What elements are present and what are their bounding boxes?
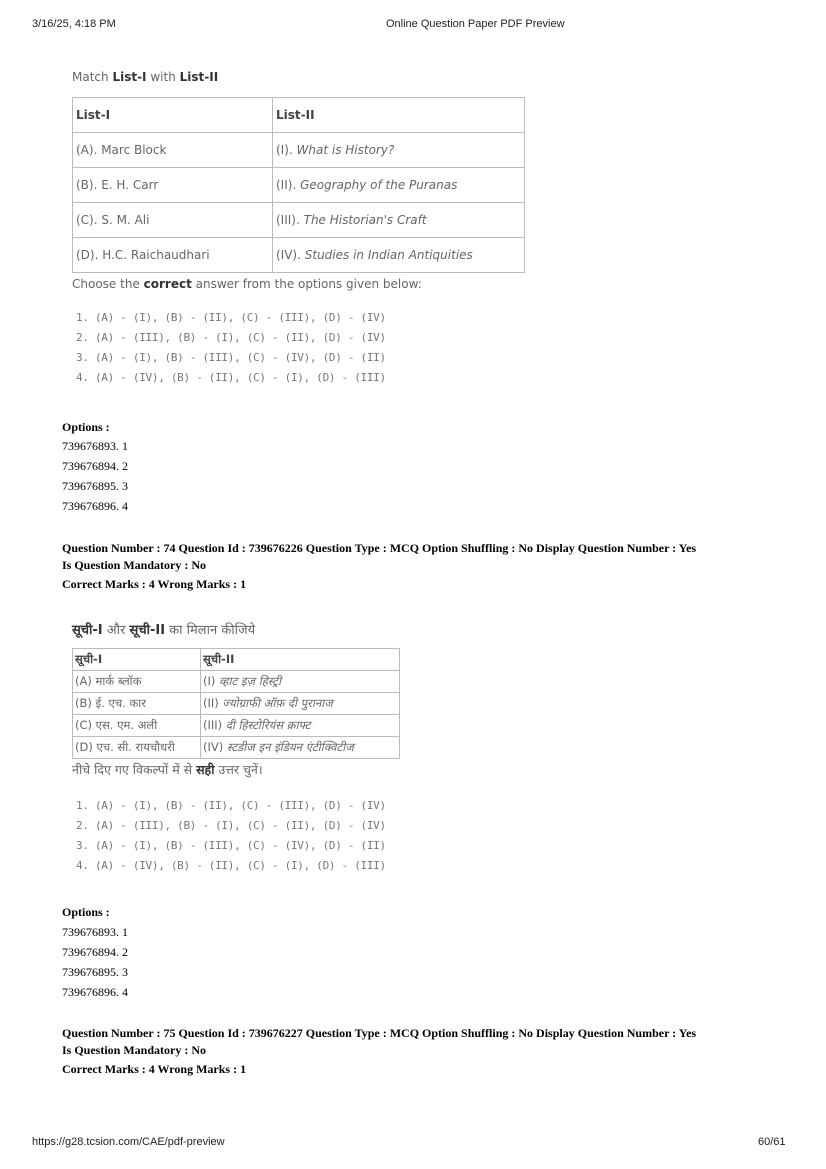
table-header-row: List-I List-II bbox=[73, 98, 525, 133]
options-label: Options : bbox=[62, 905, 110, 919]
question-image-q73 bbox=[72, 70, 525, 388]
table-row: (C). S. M. Ali (III). The Historian's Craft bbox=[73, 203, 525, 238]
table-row: (A). Marc Block (I). What is History? bbox=[73, 133, 525, 168]
question-prompt: Match List-I with List-II bbox=[72, 70, 219, 84]
option-item: 739676896. 4 bbox=[62, 985, 128, 999]
table-row: (D) एच. सी. रायचौधरी (IV) स्टडीज इन इंडियन एंटीक्विटीज bbox=[73, 737, 400, 759]
table-row: (B). E. H. Carr (II). Geography of the Puranas bbox=[73, 168, 525, 203]
answer-choice: 1. (A) - (I), (B) - (II), (C) - (III), (D) - (IV) bbox=[76, 311, 386, 324]
question-prompt: सूची-I और सूची-II का मिलान कीजिये bbox=[72, 623, 256, 638]
match-table bbox=[72, 648, 400, 759]
answer-choice: 2. (A) - (III), (B) - (I), (C) - (II), (D) - (IV) bbox=[76, 331, 386, 344]
footer-url[interactable]: https://g28.tcsion.com/CAE/pdf-preview bbox=[32, 1136, 225, 1148]
match-table bbox=[72, 97, 525, 273]
choose-instruction: नीचे दिए गए विकल्पों में से सही उत्तर चुनें। bbox=[72, 762, 263, 777]
option-item: 739676895. 3 bbox=[62, 479, 128, 493]
answer-choice: 2. (A) - (III), (B) - (I), (C) - (II), (D) - (IV) bbox=[76, 819, 386, 832]
answer-choices bbox=[76, 308, 525, 388]
option-item: 739676896. 4 bbox=[62, 499, 128, 513]
option-item: 739676894. 2 bbox=[62, 459, 128, 473]
table-row: (D). H.C. Raichaudhari (IV). Studies in Indian Antiquities bbox=[73, 238, 525, 273]
option-item: 739676895. 3 bbox=[62, 965, 128, 979]
option-item: 739676894. 2 bbox=[62, 945, 128, 959]
answer-choice: 4. (A) - (IV), (B) - (II), (C) - (I), (D) - (III) bbox=[76, 371, 386, 384]
answer-choice: 1. (A) - (I), (B) - (II), (C) - (III), (D) - (IV) bbox=[76, 799, 386, 812]
answer-choice: 3. (A) - (I), (B) - (III), (C) - (IV), (D) - (II) bbox=[76, 351, 386, 364]
header-datetime: 3/16/25, 4:18 PM bbox=[32, 18, 116, 30]
footer-page-number: 60/61 bbox=[758, 1136, 786, 1148]
answer-choice: 4. (A) - (IV), (B) - (II), (C) - (I), (D) - (III) bbox=[76, 859, 386, 872]
option-item: 739676893. 1 bbox=[62, 925, 128, 939]
table-row: (B) ई. एच. कार (II) ज्योग्राफी ऑफ़ दी पुरानाज bbox=[73, 693, 400, 715]
answer-choice: 3. (A) - (I), (B) - (III), (C) - (IV), (D) - (II) bbox=[76, 839, 386, 852]
question-meta-q74: Question Number : 74 Question Id : 739676226 Question Type : MCQ Option Shuffling : No Display Question Number : Yes Is Question Mandatory : No Correct Marks : 4 Wrong Marks : 1 bbox=[62, 541, 697, 591]
table-row: (C) एस. एम. अली (III) दी हिस्टोरियंस क्राफ्ट bbox=[73, 715, 400, 737]
choose-instruction: Choose the correct answer from the options given below: bbox=[72, 277, 422, 291]
options-list bbox=[62, 922, 128, 1002]
table-header-row: सूची-I सूची-II bbox=[73, 649, 400, 671]
answer-choices bbox=[76, 796, 400, 876]
options-list bbox=[62, 436, 128, 516]
table-row: (A) मार्क ब्लॉक (I) व्हाट इज़ हिस्ट्री bbox=[73, 671, 400, 693]
options-label: Options : bbox=[62, 420, 110, 434]
option-item: 739676893. 1 bbox=[62, 439, 128, 453]
question-image-q74 bbox=[72, 620, 400, 876]
question-meta-q75: Question Number : 75 Question Id : 739676227 Question Type : MCQ Option Shuffling : No Display Question Number : Yes Is Question Mandatory : No Correct Marks : 4 Wrong Marks : 1 bbox=[62, 1026, 697, 1076]
header-title: Online Question Paper PDF Preview bbox=[386, 18, 565, 30]
